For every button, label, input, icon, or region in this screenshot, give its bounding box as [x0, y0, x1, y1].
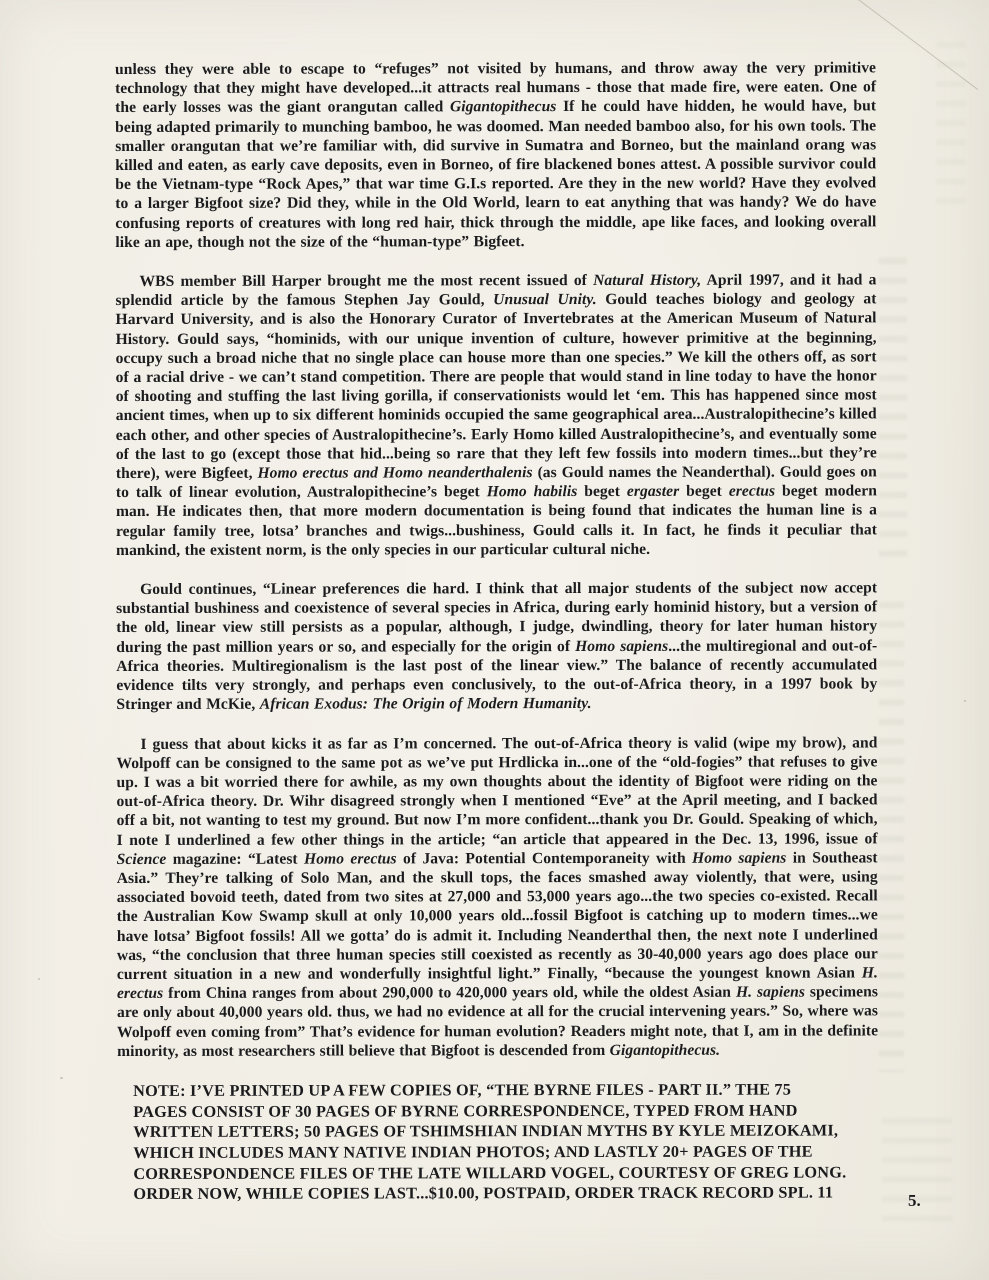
body-paragraph [115, 270, 877, 560]
italic-text-segment: Homo sapiens [691, 849, 787, 867]
bleed-through-artifact [936, 42, 966, 212]
italic-text-segment: erectus [728, 482, 776, 500]
body-paragraphs [115, 58, 878, 1061]
scan-speck [60, 1077, 63, 1079]
text-segment: (as Gould names the Neanderthal). Gould goes on to talk of linear evolution, Australopithecine’s beget [115, 463, 877, 502]
body-paragraph [116, 733, 878, 1061]
text-segment: I guess that about kicks it as far as I’m concerned. The out-of-Africa theory is valid (wipe my brow), and Wolpoff can be consigned to the same pot as we’ve put Hrdlicka in...one of the “old-fogies” that refuses to give up. I was a bit worried there for awhile, as my own thoughts about the identity of Bigfoot were riding on the out-of-Africa theory. Dr. Wihr disagreed strongly when I mentioned “Eve” at the April meeting, and I backed off a bit, not wanting to test my ground. But now I’m more confident...thank you Dr. Gould. Speaking of which, I note I underlined a few other things in the article; “an article that appeared in the Dec. 13, 1996, issue of [116, 733, 878, 849]
italic-text-segment: Science [116, 850, 167, 868]
text-segment: from China ranges from about 290,000 to 420,000 years old, while the oldest Asian [163, 983, 736, 1003]
scan-speck [964, 700, 966, 702]
note-line: WHICH INCLUDES MANY NATIVE INDIAN PHOTOS; AND LASTLY 20+ PAGES OF THE [133, 1141, 813, 1163]
italic-text-segment: African Exodus: The Origin of Modern Humanity. [259, 695, 592, 713]
note-line: CORRESPONDENCE FILES OF THE LATE WILLARD VOGEL, COURTESY OF GREG LONG. [133, 1162, 847, 1183]
bleed-through-artifact [882, 1118, 952, 1233]
italic-text-segment: H. sapiens [735, 983, 806, 1001]
page-corner-crease [858, 0, 989, 90]
text-segment: beget [577, 483, 627, 501]
text-segment: If he could have hidden, he would have, but being adapted primarily to munching bamboo, he was doomed. Man needed bamboo also, for his own tools. The smaller orangutan that we’re familiar with, did survive in Sumatra and Borneo, but the mainland orang was killed and eaten, as early cave deposits, even in Borneo, of fire blackened bones attest. A possible survivor could be the Vietnam-type “Rock Apes,” that war time G.I.s reported. Are they in the new world? Have they evolved to a larger Bigfoot size? Did they, while in the Old World, learn to eat anything that was handy? We do have confusing reports of creatures with long red hair, thick through the middle, ape like faces, and looking overall like an ape, though not the size of the “human-type” Bigfeet. [115, 97, 877, 251]
italic-text-segment: Gigantopithecus [449, 98, 557, 116]
italic-text-segment: Homo erectus and Homo neanderthalenis [257, 464, 533, 482]
text-segment: April 1997, and it had a splendid article by the famous Stephen Jay Gould, [115, 271, 877, 310]
italic-text-segment: ergaster [626, 483, 680, 501]
text-segment: magazine: “Latest [166, 850, 305, 868]
note-line: PAGES CONSIST OF 30 PAGES OF BYRNE CORRESPONDENCE, TYPED FROM HAND [133, 1100, 798, 1121]
text-segment: in Southeast Asia.” They’re talking of Solo Man, and the skull tops, the faces smashed away violently, that were, using associated bovoid teeth, dated from two sites at 27,000 and 53,000 years ago...the two species co-existed. Recall the Australian Kow Swamp skull at only 10,000 years old...fossil Bigfoot is catching up to modern times...we have lotsa’ Bigfoot fossils! All we gotta’ do is admit it. Including Neanderthal then, the next note I underlined was, “the conclusion that three human species still coexisted as recently as 30-40,000 years ago does place our current situation in a new and wonderfully insightful light.” Finally, “because the youngest known Asian [116, 849, 878, 983]
body-paragraph [116, 578, 877, 714]
page-number: 5. [908, 1191, 921, 1210]
italic-text-segment: Natural History, [593, 271, 702, 290]
italic-text-segment: Homo sapiens [575, 637, 669, 655]
note-line: NOTE: I’VE PRINTED UP A FEW COPIES OF, “THE BYRNE FILES - PART II.” THE 75 [133, 1079, 792, 1100]
text-segment: Gould continues, “Linear preferences die hard. I think that all major students of the subject now accept substantial bushiness and coexistence of several species in Africa, during early hominid history, but a version of the old, linear view still persists as a popular, although, I judge, dwindling, theory for later human history during the past million years or so, and especially for the origin of [116, 579, 878, 656]
italic-text-segment: H. erectus [116, 964, 878, 1003]
italic-text-segment: Unusual Unity. [493, 291, 597, 309]
bleed-through-artifact [879, 258, 907, 568]
bleed-through-artifact [879, 602, 904, 1072]
text-segment: unless they were able to escape to “refuges” not visited by humans, and throw away the very primitive technology that they might have developed...it attracts real humans - those that made fire, were eaten. One of the early losses was the giant orangutan called [115, 59, 877, 117]
text-segment: WBS member Bill Harper brought me the most recent issued of [139, 272, 594, 290]
body-paragraph [115, 58, 876, 252]
note-line: WRITTEN LETTERS; 50 PAGES OF TSHIMSHIAN INDIAN MYTHS BY KYLE MEIZOKAMI, [133, 1120, 839, 1142]
text-segment: beget [679, 482, 729, 501]
note-line: ORDER NOW, WHILE COPIES LAST...$10.00, POSTPAID, ORDER TRACK RECORD SPL. 11 [133, 1182, 834, 1204]
page-body [115, 58, 878, 1205]
scan-speck [38, 978, 40, 980]
text-segment: Gould teaches biology and geology at Harvard University, and is also the Honorary Curator of Invertebrates at the American Museum of Natural History. Gould says, “hominids, with our unique invention of culture, however primitive at the beginning, occupy such a broad niche that no single place can house more than one species.” We kill the others off, as sort of a racial drive - we can’t stand competition. There are people that would stand in line today to have the honor of shooting and stuffing the last living gorilla, if conservationists would let ‘em. This has happened since most ancient times, when up to six different hominids occupied the same geographical area...Australopithecine’s killed each other, and other species of Australopithecine’s. Early Homo killed Australopithecine’s, and eventually some of the last to go (except those that hid...being so rare that they left few fossils into modern times...but they’re there), were Bigfeet, [115, 290, 877, 483]
text-segment: of Java: Potential Contemporaneity with [396, 849, 693, 868]
text-segment: beget modern man. He indicates then, that more modern documentation is being found that indicates the human line is a regular family tree, lotsa’ branches and twigs...bushiness, Gould calls it. In fact, he finds it peculiar that mankind, the existent norm, is the only species in our particular cultural niche. [115, 482, 878, 559]
text-segment: specimens are only about 40,000 years old. thus, we had no evidence at all for the crucial intervening years.” So, where was Wolpoff even coming from” That’s evidence for human evolution? Readers might note, that I, am in the definite minority, as most researchers still believe that Bigfoot is descended from [116, 983, 879, 1060]
text-segment: ...the multiregional and out-of-Africa theories. Multiregionalism is the last post of the linear view.” The balance of recently accumulated evidence tilts very strongly, and perhaps even conclusively, to the out-of-Africa theory, in a 1997 book by Stringer and McKie, [116, 637, 878, 714]
order-note [133, 1079, 877, 1205]
italic-text-segment: Homo erectus [303, 850, 397, 868]
italic-text-segment: Homo habilis [486, 483, 578, 501]
italic-text-segment: Gigantopithecus. [609, 1041, 721, 1059]
